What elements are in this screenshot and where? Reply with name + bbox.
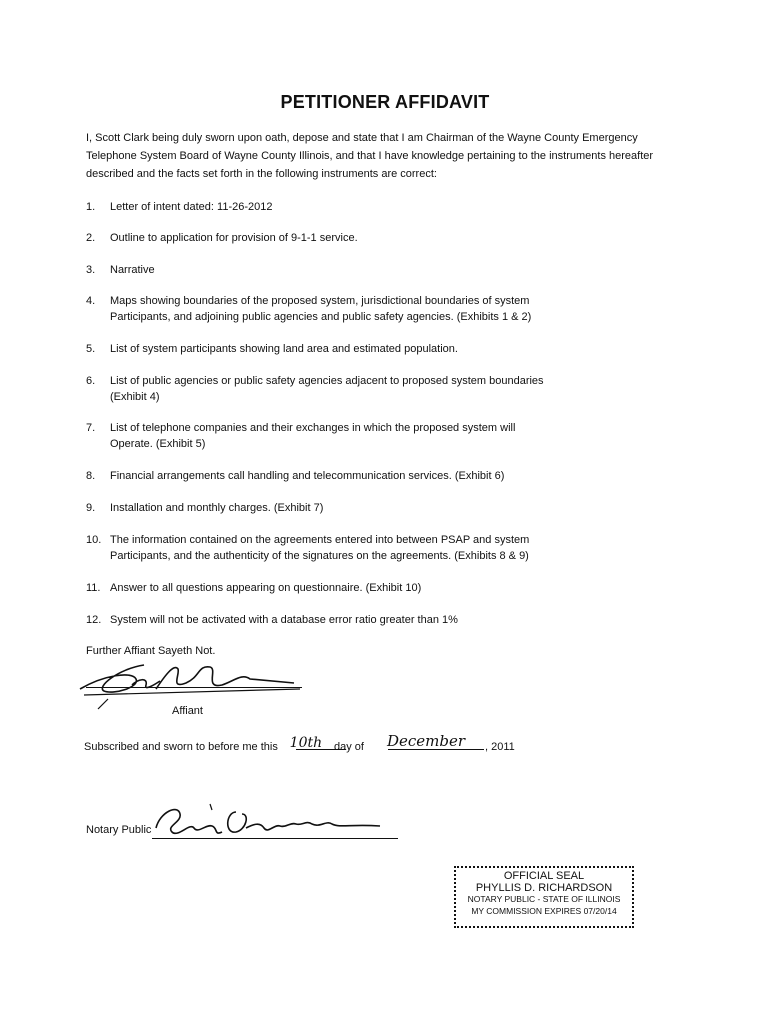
list-item: 10. The information contained on the agreements entered into between PSAP and system Participants, and the authenticity of the signatures on the agreements. (Exhibits 8 & 9) [86, 534, 530, 562]
notary-label: Notary Public [86, 824, 152, 836]
further-affiant-text: Further Affiant Sayeth Not. [86, 645, 216, 657]
list-item: 4. Maps showing boundaries of the proposed system, jurisdictional boundaries of system Participants, and adjoining public agencies and public safety agencies. (Exhibits 1 & 2) [86, 295, 532, 323]
month-blank [388, 749, 484, 750]
list-item: 6. List of public agencies or public safety agencies adjacent to proposed system boundaries (Exhibit 4) [86, 375, 544, 403]
day-handwritten: 10th [289, 735, 323, 751]
day-blank [296, 749, 346, 750]
official-seal-stamp: OFFICIAL SEAL PHYLLIS D. RICHARDSON NOTARY PUBLIC - STATE OF ILLINOIS MY COMMISSION EXPIRES 07/20/14 [454, 866, 634, 928]
affiant-label: Affiant [172, 705, 203, 717]
notary-signature-line [152, 838, 398, 839]
intro-paragraph: I, Scott Clark being duly sworn upon oath, depose and state that I am Chairman of the Wayne County Emergency Telephone System Board of Wayne County Illinois, and that I have knowledge pertaining to the instruments hereafter described and the facts set forth in the following instruments are correct: [86, 132, 654, 180]
list-item: 7. List of telephone companies and their exchanges in which the proposed system will Operate. (Exhibit 5) [86, 422, 516, 450]
month-handwritten: December [386, 732, 466, 750]
affiant-signature [74, 655, 310, 711]
subscribed-line: Subscribed and sworn to before me this 10th day of December , 2011 [84, 732, 515, 753]
page-title: PETITIONER AFFIDAVIT [280, 92, 490, 112]
affiant-signature-line [86, 687, 302, 688]
